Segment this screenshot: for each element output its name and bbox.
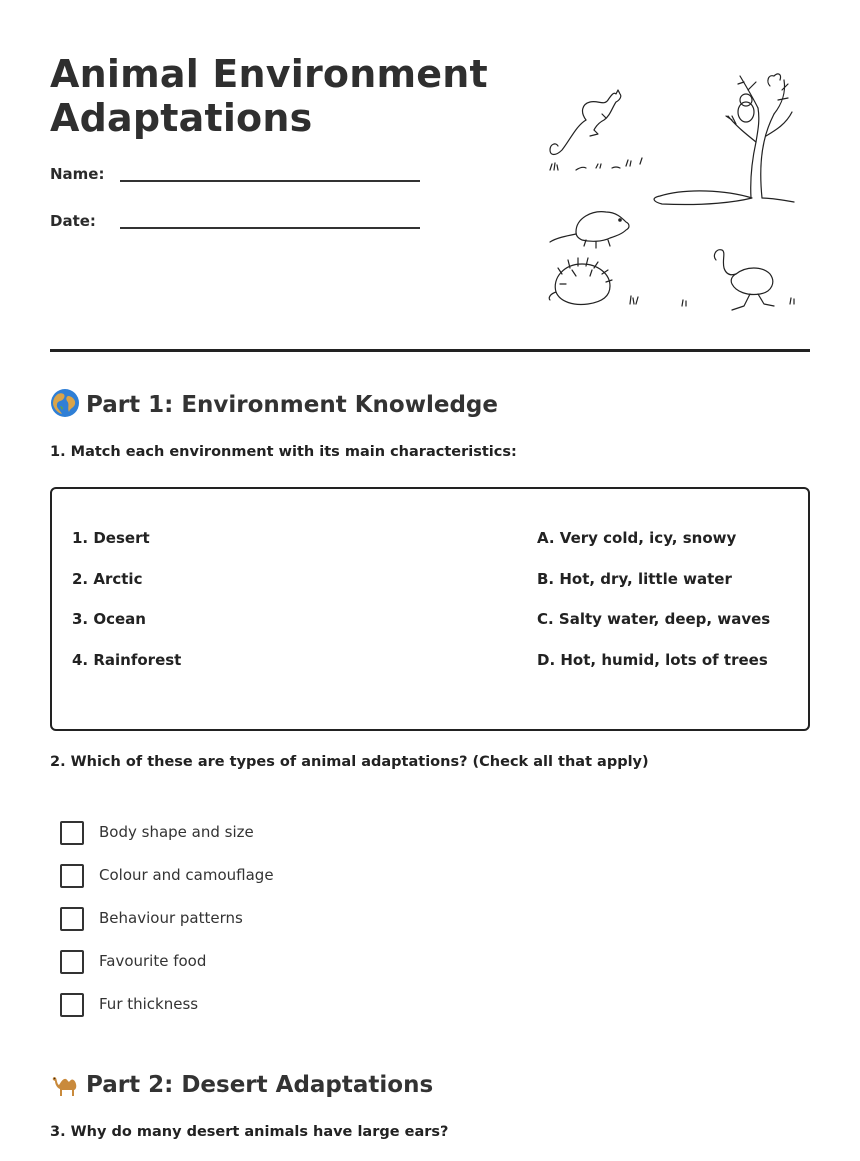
part2-heading-text: Part 2: Desert Adaptations: [86, 1072, 434, 1098]
characteristic-item: C. Salty water, deep, waves: [537, 610, 771, 628]
question-3-prompt: 3. Why do many desert animals have large ears?: [50, 1124, 449, 1140]
checkbox-option[interactable]: [60, 821, 460, 845]
echidna-icon: [549, 258, 638, 305]
matching-box: [50, 487, 810, 731]
worksheet-header: [50, 50, 810, 315]
checkbox-option[interactable]: [60, 907, 460, 931]
checkbox[interactable]: [60, 993, 84, 1017]
characteristic-item: B. Hot, dry, little water: [537, 570, 732, 588]
checkbox-option[interactable]: [60, 864, 460, 888]
question-1-prompt: 1. Match each environment with its main characteristics:: [50, 444, 517, 460]
australian-animals-illustration: [546, 60, 802, 315]
checkbox-option[interactable]: [60, 993, 460, 1017]
camel-icon: [50, 1068, 80, 1098]
part1-heading-text: Part 1: Environment Knowledge: [86, 392, 498, 418]
kangaroo-icon: [550, 90, 642, 170]
worksheet-title: Animal Environment Adaptations: [50, 52, 488, 140]
wombat-icon: [550, 212, 629, 248]
emu-icon: [682, 250, 794, 310]
characteristic-item: D. Hot, humid, lots of trees: [537, 651, 768, 669]
environment-item: 3. Ocean: [72, 610, 146, 628]
date-label: Date:: [50, 212, 96, 230]
characteristic-item: A. Very cold, icy, snowy: [537, 529, 737, 547]
environment-item: 2. Arctic: [72, 570, 143, 588]
checkbox[interactable]: [60, 907, 84, 931]
checkbox[interactable]: [60, 864, 84, 888]
checkbox-label: Fur thickness: [99, 995, 199, 1013]
part1-heading: [50, 388, 498, 420]
environment-item: 1. Desert: [72, 529, 150, 547]
checkbox[interactable]: [60, 821, 84, 845]
checkbox-label: Favourite food: [99, 952, 207, 970]
checkbox-option[interactable]: [60, 950, 460, 974]
name-label: Name:: [50, 165, 105, 183]
globe-icon: [50, 388, 80, 418]
question-2-prompt: 2. Which of these are types of animal adaptations? (Check all that apply): [50, 754, 649, 770]
tree-with-koala-icon: [654, 74, 794, 205]
date-field: [50, 212, 430, 234]
checkbox[interactable]: [60, 950, 84, 974]
header-divider: [50, 349, 810, 352]
checkbox-label: Body shape and size: [99, 823, 254, 841]
date-blank-line: [120, 227, 420, 229]
name-blank-line: [120, 180, 420, 182]
part2-heading: [50, 1068, 433, 1100]
environment-item: 4. Rainforest: [72, 651, 182, 669]
checkbox-label: Behaviour patterns: [99, 909, 243, 927]
checkbox-label: Colour and camouflage: [99, 866, 274, 884]
name-field: [50, 165, 430, 187]
